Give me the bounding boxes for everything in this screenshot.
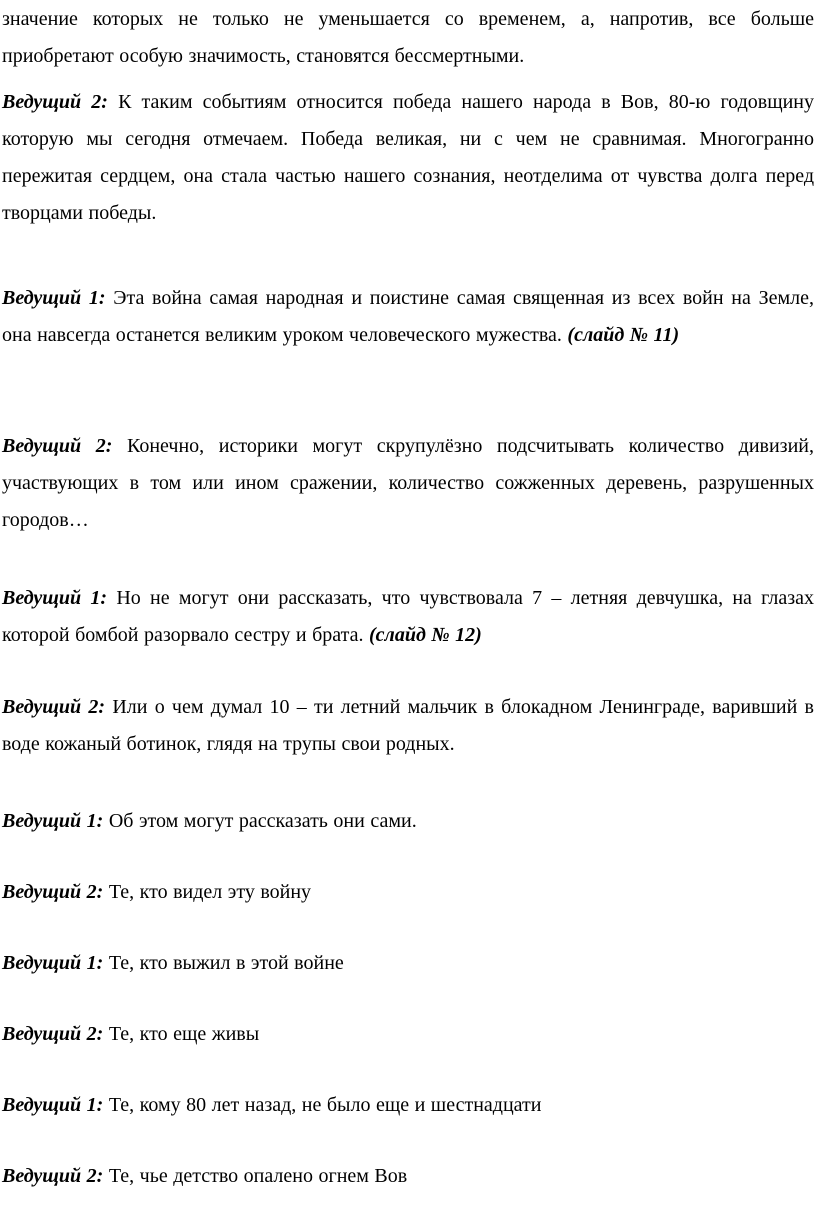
paragraph-8	[2, 874, 311, 911]
paragraph-text: Те, кто еще живы	[103, 1023, 260, 1045]
paragraph-7	[2, 803, 417, 840]
paragraph-4	[2, 428, 814, 539]
speaker-label: Ведущий 2:	[2, 435, 113, 457]
paragraph-1	[2, 1, 814, 75]
paragraph-text: Об этом могут рассказать они сами.	[103, 810, 417, 832]
speaker-label: Ведущий 1:	[2, 952, 104, 974]
paragraph-6	[2, 689, 814, 763]
speaker-label: Ведущий 2:	[2, 881, 104, 903]
paragraph-text: Или о чем думал 10 – ти летний мальчик в блокадном Ленинграде, варивший в воде кожаный ботинок, глядя на трупы свои родных.	[2, 696, 815, 755]
paragraph-2	[2, 84, 814, 232]
paragraph-text: Те, чье детство опалено огнем Вов	[103, 1165, 408, 1187]
speaker-label: Ведущий 1:	[2, 810, 104, 832]
paragraph-text: значение которых не только не уменьшается со временем, а, напротив, все больше приобретают особую значимость, становятся бессмертными.	[2, 8, 814, 67]
paragraph-12	[2, 1158, 407, 1195]
paragraph-text: Те, кому 80 лет назад, не было еще и шестнадцати	[103, 1094, 542, 1116]
speaker-label: Ведущий 2:	[2, 1023, 104, 1045]
paragraph-text: Те, кто видел эту войну	[103, 881, 312, 903]
paragraph-text: Эта война самая народная и поистине самая священная из всех войн на Земле, она навсегда останется великим уроком человеческого мужества.	[2, 287, 814, 346]
speaker-label: Ведущий 2:	[2, 91, 108, 113]
speaker-label: Ведущий 1:	[2, 1094, 104, 1116]
paragraph-text: Но не могут они рассказать, что чувствовала 7 – летняя девчушка, на глазах которой бомбой разорвало сестру и брата.	[2, 587, 814, 646]
speaker-label: Ведущий 1:	[2, 587, 108, 609]
slide-reference: (слайд № 11)	[567, 324, 680, 346]
paragraph-text: Конечно, историки могут скрупулёзно подсчитывать количество дивизий, участвующих в том или ином сражении, количество сожженных деревень, разрушенных городов…	[2, 435, 814, 531]
paragraph-9	[2, 945, 344, 982]
paragraph-5	[2, 580, 814, 654]
speaker-label: Ведущий 2:	[2, 1165, 104, 1187]
paragraph-text: К таким событиям относится победа нашего народа в Вов, 80-ю годовщину которую мы сегодня отмечаем. Победа великая, ни с чем не сравнимая. Многогранно пережитая сердцем, она стала частью нашего сознания, неотделима от чувства долга перед творцами победы.	[2, 91, 814, 224]
slide-reference: (слайд № 12)	[369, 624, 482, 646]
paragraph-11	[2, 1087, 541, 1124]
paragraph-10	[2, 1016, 259, 1053]
speaker-label: Ведущий 1:	[2, 287, 106, 309]
paragraph-text: Те, кто выжил в этой войне	[103, 952, 344, 974]
paragraph-3	[2, 280, 814, 354]
speaker-label: Ведущий 2:	[2, 696, 106, 718]
